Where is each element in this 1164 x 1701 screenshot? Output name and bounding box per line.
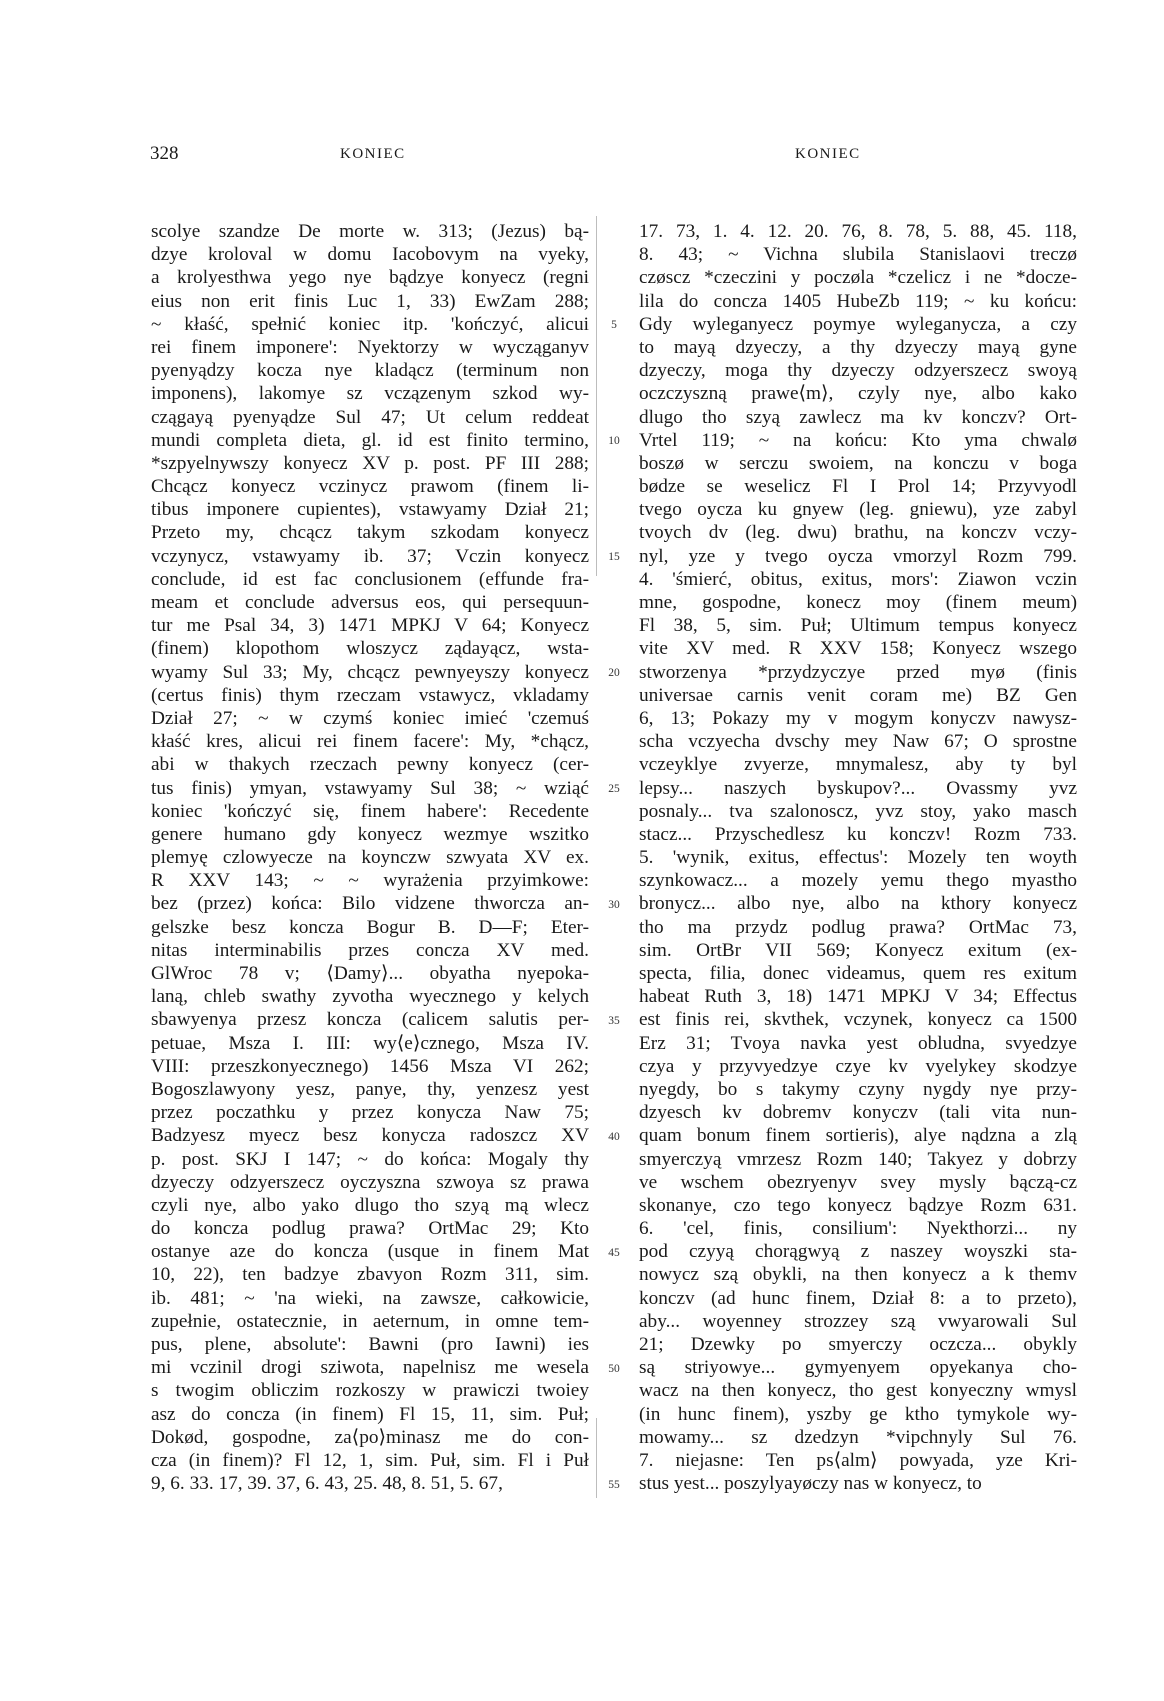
- right-column-line: specta, filia, donec videamus, quem res exitum: [639, 963, 1077, 984]
- left-column-line: (certus finis) thym rzeczam vstawycz, vkladamy: [151, 684, 589, 706]
- left-column-line: asz do concza (in finem) Fl 15, 11, sim. Puł;: [151, 1403, 589, 1425]
- left-column-line: petuae, Msza I. III: wy⟨e⟩cznego, Msza IV.: [151, 1032, 589, 1054]
- left-column-line: rei finem imponere': Nyektorzy w wycząganyv: [151, 336, 589, 358]
- line-number: 45: [608, 1246, 620, 1259]
- left-column-line: Dział 27; ~ w czymś koniec imieć 'czemuś: [151, 707, 589, 729]
- right-column-line: 6, 13; Pokazy my v mogym konyczv nawysz-: [639, 707, 1077, 729]
- right-column-line: mne, gospodne, konecz moy (finem meum): [639, 592, 1077, 613]
- line-number: 35: [608, 1014, 620, 1027]
- left-column-line: conclude, id est fac conclusionem (effunde fra-: [151, 568, 589, 590]
- left-column-line: a krolyesthwa yego nye bądzye konyecz (regni: [151, 267, 589, 289]
- right-column-line: 5. 'wynik, exitus, effectus': Mozely ten woyth: [639, 847, 1077, 869]
- left-column-line: VIII: przeszkonyecznego) 1456 Msza VI 262;: [151, 1055, 589, 1077]
- right-column-line: dzyesch kv dobremv konyczv (tali vita nun-: [639, 1102, 1077, 1124]
- left-column-line: przez poczathku y przez konycza Naw 75;: [151, 1102, 589, 1124]
- right-column-line: tvoych dv (leg. dwu) brathu, na konczv vczy-: [639, 522, 1077, 544]
- left-column: [151, 220, 589, 1495]
- right-column-line: oczczyszną prawe⟨m⟩, czyly nye, albo kako: [639, 383, 1077, 405]
- left-column-line: GlWroc 78 v; ⟨Damy⟩... obyatha nyepoka-: [151, 963, 589, 984]
- right-column-line: nowycz szą obykli, na then konyecz a k themv: [639, 1264, 1077, 1286]
- right-column-line: est finis rei, skvthek, vczynek, konyecz ca 1500: [639, 1009, 1077, 1031]
- right-column-line: ve wschem obezryenyv svey mysly bączą-cz: [639, 1171, 1077, 1193]
- right-column-line: wacz na then konyecz, tho gest konyeczny wmysl: [639, 1380, 1077, 1402]
- left-column-line: zupełnie, ostatecznie, in aeternum, in omne tem-: [151, 1310, 589, 1332]
- line-number: 55: [608, 1478, 620, 1491]
- right-column-line: universae carnis venit coram me) BZ Gen: [639, 684, 1077, 706]
- right-column-line: to mayą dzyeczy, a thy dzyeczy mayą gyne: [639, 336, 1077, 358]
- left-column-line: nitas interminabilis przes concza XV med.: [151, 939, 589, 961]
- right-column-line: szynkowacz... a mozely yemu thego myastho: [639, 870, 1077, 892]
- right-column-line: lila do concza 1405 HubeZb 119; ~ ku końcu:: [639, 290, 1077, 312]
- left-column-line: Bogoszlawyony yesz, panye, thy, yenzesz yest: [151, 1078, 589, 1100]
- right-column-line: 8. 43; ~ Vichna slubila Stanislaovi treczø: [639, 244, 1077, 266]
- left-column-line: mi vczinil drogi sziwota, napelnisz me wesela: [151, 1357, 589, 1379]
- left-column-line: imponens), lakomye sz vczązenym szkod wy-: [151, 383, 589, 405]
- right-column-line: bødze se weselicz Fl I Prol 14; Przyvyodl: [639, 476, 1077, 498]
- left-column-line: R XXV 143; ~ ~ wyrażenia przyimkowe:: [151, 870, 589, 892]
- left-column-line: Chcącz konyecz vczinycz prawom (finem li-: [151, 476, 589, 498]
- right-column-line: 4. 'śmierć, obitus, exitus, mors': Ziawon vczin: [639, 568, 1077, 590]
- left-column-line: abi w thakych rzeczach pewny konyecz (cer-: [151, 754, 589, 776]
- right-column-line: scha vczyecha dvschy mey Naw 67; O sprostne: [639, 731, 1077, 753]
- right-column-line: tho ma przydz podlug prawa? OrtMac 73,: [639, 916, 1077, 938]
- right-column-line: bronycz... albo nye, albo na kthory konyecz: [639, 893, 1077, 915]
- left-column-line: tus finis) ymyan, vstawyamy Sul 38; ~ wziąć: [151, 777, 589, 799]
- left-column-line: dzyeczy odzyerszecz oyczyszna szwoya sz prawa: [151, 1171, 589, 1193]
- left-column-line: tur me Psal 34, 3) 1471 MPKJ V 64; Konyecz: [151, 615, 589, 637]
- left-column-line: cza (in finem)? Fl 12, 1, sim. Puł, sim. Fl i Puł: [151, 1449, 589, 1471]
- left-column-line: scolye szandze De morte w. 313; (Jezus) bą-: [151, 221, 589, 242]
- left-column-line: p. post. SKJ I 147; ~ do końca: Mogaly thy: [151, 1148, 589, 1170]
- right-column-line: są striyowye... gymyenyem opyekanya cho-: [639, 1357, 1077, 1379]
- right-column-line: 21; Dzewky po smyerczy oczcza... obykly: [639, 1334, 1077, 1355]
- line-number: 30: [608, 898, 620, 911]
- left-column-line: Przeto my, chcącz takym szkodam konyecz: [151, 522, 589, 544]
- left-column-line: 9, 6. 33. 17, 39. 37, 6. 43, 25. 48, 8. 51, 5. 67,: [151, 1473, 503, 1495]
- left-column-line: genere humano gdy konyecz wezmye wszitko: [151, 823, 589, 845]
- right-column-line: stacz... Przyschedlesz ku konczv! Rozm 733.: [639, 823, 1077, 845]
- line-number: 40: [608, 1130, 620, 1143]
- right-column-line: (in hunc finem), yszby ge ktho tymykole wy-: [639, 1403, 1077, 1425]
- left-column-line: vczynycz, vstawyamy ib. 37; Vczin konyecz: [151, 545, 589, 567]
- right-column-line: dzyeczy, moga thy dzyeczy odzyerszecz swoyą: [639, 360, 1077, 382]
- left-column-line: Dokød, gospodne, za⟨po⟩minasz me do con-: [151, 1426, 589, 1448]
- left-column-line: meam et conclude adversus eos, qui persequun-: [151, 592, 589, 613]
- gutter-rule: [596, 216, 597, 576]
- right-column-line: Vrtel 119; ~ na końcu: Kto yma chwalø: [639, 429, 1077, 451]
- right-column-line: stus yest... poszylyayøczy nas w konyecz, to: [639, 1473, 982, 1495]
- right-column-line: smyerczyą vmrzesz Rozm 140; Takyez y dobrzy: [639, 1148, 1077, 1170]
- right-column-line: 7. niejasne: Ten ps⟨alm⟩ powyada, yze Kri-: [639, 1449, 1077, 1471]
- right-column-line: pod czyyą chorągwyą z naszey woyszki sta-: [639, 1241, 1077, 1263]
- left-column-line: sbawyenya przesz koncza (calicem salutis per-: [151, 1009, 589, 1031]
- right-column-line: habeat Ruth 3, 18) 1471 MPKJ V 34; Effectus: [639, 986, 1077, 1008]
- left-column-line: (finem) klopothom wloszycz ządayącz, wsta-: [151, 638, 589, 660]
- left-column-line: eius non erit finis Luc 1, 33) EwZam 288;: [151, 290, 589, 312]
- right-column-line: nyl, yze y tvego oycza vmorzyl Rozm 799.: [639, 545, 1077, 567]
- left-column-line: pus, plene, absolute': Bawni (pro Iawni) ies: [151, 1334, 589, 1355]
- line-number: 10: [608, 434, 620, 447]
- left-column-line: s twogim obliczim rozkoszy w prawiczi twoiey: [151, 1380, 589, 1402]
- right-column-line: mowamy... sz dzedzyn *vipchnyly Sul 76.: [639, 1426, 1077, 1448]
- right-column-line: 6. 'cel, finis, consilium': Nyekthorzi... ny: [639, 1218, 1077, 1240]
- right-column-line: quam bonum finem sortieris), alye nądzna a zlą: [639, 1125, 1077, 1147]
- left-column-line: wyamy Sul 33; My, chcącz pewnyeyszy konyecz: [151, 661, 589, 683]
- right-column-line: posnaly... tva szalonoscz, yvz stoy, yako masch: [639, 800, 1077, 822]
- left-column-line: do koncza podlug prawa? OrtMac 29; Kto: [151, 1218, 589, 1240]
- right-column-line: Fl 38, 5, sim. Puł; Ultimum tempus konyecz: [639, 615, 1077, 637]
- right-column-line: czøscz *czeczini y poczøla *czelicz i ne *docze-: [639, 267, 1077, 289]
- right-column: [639, 220, 1077, 1495]
- right-column-line: tvego oycza ku gnyew (leg. gniewu), yze zabyl: [639, 499, 1077, 521]
- right-column-line: sim. OrtBr VII 569; Konyecz exitum (ex-: [639, 939, 1077, 961]
- right-column-line: vite XV med. R XXV 158; Konyecz wszego: [639, 638, 1077, 660]
- left-column-line: mundi completa dieta, gl. id est finito termino,: [151, 429, 589, 451]
- right-column-line: vczeyklye zvyerze, mnymalesz, aby ty byl: [639, 754, 1077, 776]
- right-column-line: Gdy wyleganyecz poymye wyleganycza, a czy: [639, 313, 1077, 335]
- running-head-left: KONIEC: [340, 146, 406, 162]
- right-column-line: lepsy... naszych byskupov?... Ovassmy yvz: [639, 777, 1077, 799]
- left-column-line: *szpyelnywszy konyecz XV p. post. PF III 288;: [151, 452, 589, 474]
- left-column-line: bez (przez) końca: Bilo vidzene thworcza an-: [151, 893, 589, 915]
- right-column-line: aby... woyenney strozzey szą vwyarowali Sul: [639, 1310, 1077, 1332]
- right-column-line: konczv (ad hunc finem, Dział 8: a to przeto),: [639, 1287, 1077, 1309]
- left-column-line: ostanye aze do koncza (usque in finem Mat: [151, 1241, 589, 1263]
- left-column-line: gelszke besz koncza Bogur B. D—F; Eter-: [151, 916, 589, 938]
- running-head-right: KONIEC: [795, 146, 861, 162]
- left-column-line: ~ kłaść, spełnić koniec itp. 'kończyć, alicui: [151, 313, 589, 335]
- right-column-line: stworzenya *przydzyczye przed myø (finis: [639, 661, 1077, 683]
- left-column-line: ib. 481; ~ 'na wieki, na zawsze, całkowicie,: [151, 1287, 589, 1309]
- left-column-line: koniec 'kończyć się, finem habere': Recedente: [151, 800, 589, 822]
- line-number: 15: [608, 550, 620, 563]
- right-column-line: dlugo tho szyą zawlecz ma kv konczv? Ort-: [639, 406, 1077, 428]
- left-column-line: czyli nye, albo yako dlugo tho szyą mą wlecz: [151, 1194, 589, 1216]
- right-column-line: Erz 31; Tvoya navka yest obludna, svyedzye: [639, 1032, 1077, 1054]
- left-column-line: Badzyesz myecz besz konycza radoszcz XV: [151, 1125, 589, 1147]
- line-number: 25: [608, 782, 620, 795]
- line-number: 50: [608, 1362, 620, 1375]
- line-number: 20: [608, 666, 620, 679]
- left-column-line: dzye kroloval w domu Iacobovym na vyeky,: [151, 244, 589, 266]
- right-column-line: czya y przyvyedzye czye kv vyelykey skodzye: [639, 1055, 1077, 1077]
- left-column-line: laną, chleb swathy zyvotha wyecznego y kelych: [151, 986, 589, 1008]
- left-column-line: 10, 22), ten badzye zbavyon Rozm 311, sim.: [151, 1264, 589, 1286]
- page-number: 328: [150, 143, 179, 164]
- right-column-line: skonanye, czo tego konyecz bądzye Rozm 631.: [639, 1194, 1077, 1216]
- right-column-line: boszø w serczu swoiem, na konczu v boga: [639, 452, 1077, 474]
- left-column-line: tibus imponere cupientes), vstawyamy Dział 21;: [151, 499, 589, 521]
- left-column-line: pyenyądzy kocza nye kladącz (terminum non: [151, 360, 589, 382]
- gutter-rule: [596, 1418, 597, 1498]
- left-column-line: kłaść kres, alicui rei finem facere': My, *chącz,: [151, 731, 589, 753]
- left-column-line: plemyę czlowyecze na koynczw szwyata XV ex.: [151, 847, 589, 869]
- line-number: 5: [611, 318, 617, 331]
- right-column-line: 17. 73, 1. 4. 12. 20. 76, 8. 78, 5. 88, 45. 118,: [639, 221, 1077, 242]
- right-column-line: nyegdy, bo s takymy czyny nygdy nye przy-: [639, 1078, 1077, 1100]
- left-column-line: czągayą pyenyądze Sul 47; Ut celum reddeat: [151, 406, 589, 428]
